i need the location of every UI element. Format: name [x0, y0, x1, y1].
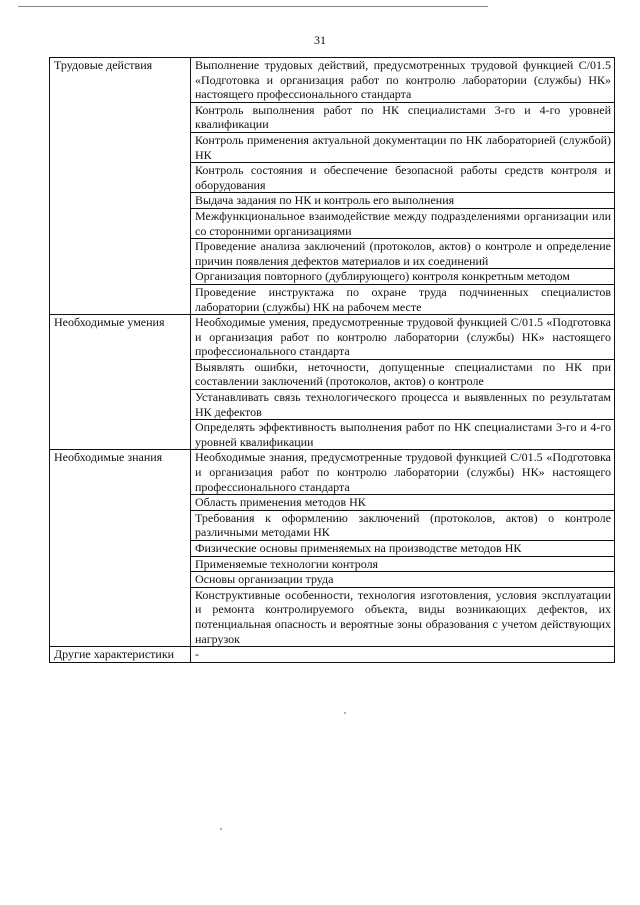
- entry-cell: [191, 132, 615, 162]
- entry-text: Необходимые умения, предусмотренные трудовой функцией С/01.5 «Подготовка и организация работ по контролю лаборатории (службы) НК» настоящего профессионального стандарта: [195, 315, 611, 359]
- scan-speck: [220, 828, 222, 830]
- entry-cell: [191, 208, 615, 238]
- entry-text: Межфункциональное взаимодействие между подразделениями организации или со сторонними организациями: [195, 208, 611, 238]
- table-row: [50, 647, 615, 663]
- entry-text: Применяемые технологии контроля: [195, 556, 379, 571]
- page-number: 31: [314, 33, 326, 47]
- entry-text: Контроль выполнения работ по НК специалистами 3-го и 4-го уровней квалификации: [195, 102, 611, 132]
- entry-cell: [191, 284, 615, 314]
- entry-cell: [191, 510, 615, 540]
- entry-cell: [191, 390, 615, 420]
- entry-text: Проведение анализа заключений (протоколов, актов) о контроле и определение причин появления дефектов материалов и их соединений: [195, 239, 611, 268]
- entry-cell: [191, 269, 615, 285]
- entry-text: Область применения методов НК: [195, 495, 366, 510]
- entry-text: Определять эффективность выполнения работ по НК специалистами 3-го и 4-го уровней квалификации: [195, 420, 611, 449]
- entry-text: Контроль применения актуальной документации по НК лабораторией (службой) НК: [195, 132, 611, 162]
- entry-cell: [191, 315, 615, 360]
- entry-cell: [191, 359, 615, 389]
- table-row: [50, 450, 615, 495]
- entry-cell: [191, 193, 615, 209]
- entry-cell: [191, 541, 615, 557]
- table-row: [50, 315, 615, 360]
- table-row: [50, 58, 615, 103]
- section-label: Необходимые знания: [50, 450, 191, 647]
- entry-text: Физические основы применяемых на производстве методов НК: [195, 541, 522, 555]
- entry-cell: [191, 572, 615, 588]
- entry-cell: [191, 239, 615, 269]
- entry-text: Основы организации труда: [195, 572, 334, 587]
- entry-cell: [191, 420, 615, 450]
- section-label: Трудовые действия: [50, 58, 191, 315]
- entry-text: Необходимые знания, предусмотренные трудовой функцией С/01.5 «Подготовка и организация работ по контролю лаборатории (службы) НК» настоящего профессионального стандарта: [195, 450, 611, 494]
- entry-text: Проведение инструктажа по охране труда подчиненных специалистов лаборатории (службы) НК на рабочем месте: [195, 284, 611, 314]
- entry-cell: [191, 58, 615, 103]
- entry-cell: [191, 647, 615, 663]
- competency-table: [49, 57, 615, 663]
- scan-speck: [344, 712, 346, 714]
- entry-cell: [191, 163, 615, 193]
- entry-text: Устанавливать связь технологического процесса и выявленных по результатам НК дефектов: [195, 390, 611, 419]
- section-label: Необходимые умения: [50, 315, 191, 450]
- entry-cell: [191, 102, 615, 132]
- entry-cell: [191, 450, 615, 495]
- entry-text: Выявлять ошибки, неточности, допущенные специалистами по НК при составлении заключений (протоколов, актов) о контроле: [195, 359, 611, 389]
- entry-cell: [191, 587, 615, 646]
- entry-cell: [191, 556, 615, 572]
- entry-text: Выдача задания по НК и контроль его выполнения: [195, 193, 455, 208]
- top-scan-rule: [18, 6, 488, 7]
- entry-text: -: [195, 647, 199, 662]
- entry-text: Выполнение трудовых действий, предусмотренных трудовой функцией С/01.5 «Подготовка и организация работ по контролю лаборатории (службы) НК» настоящего профессионального стандарта: [195, 58, 611, 102]
- entry-text: Требования к оформлению заключений (протоколов, актов) о контроле различными методами НК: [195, 510, 611, 540]
- entry-text: Конструктивные особенности, технология изготовления, условия эксплуатации и ремонта контролируемого объекта, виды возникающих дефектов, их потенциальная опасность и вероятные зоны образования с учетом действующих нагрузок: [195, 587, 611, 646]
- section-label: Другие характеристики: [50, 647, 191, 663]
- entry-text: Организация повторного (дублирующего) контроля конкретным методом: [195, 269, 570, 284]
- entry-text: Контроль состояния и обеспечение безопасной работы средств контроля и оборудования: [195, 163, 611, 192]
- entry-cell: [191, 495, 615, 511]
